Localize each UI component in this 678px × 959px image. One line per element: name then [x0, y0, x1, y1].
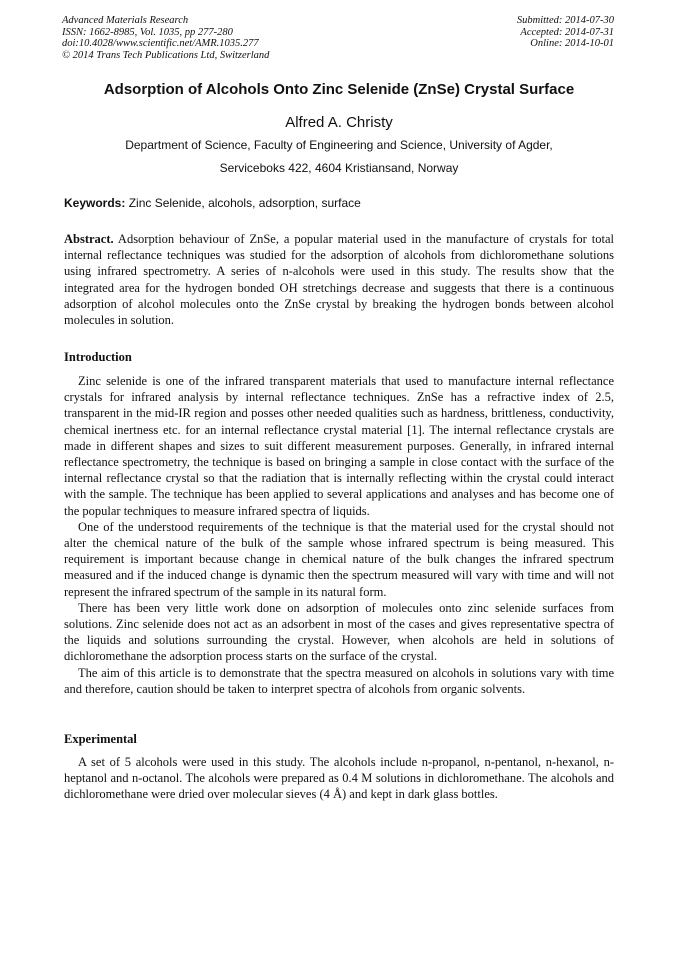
journal-copyright: © 2014 Trans Tech Publications Ltd, Switzerland	[62, 49, 270, 61]
experimental-paragraph-1: A set of 5 alcohols were used in this study. The alcohols include n-propanol, n-pentanol, n-hexanol, n-heptanol and n-octanol. The alcohols were prepared as 0.4 M solutions in dichloromethane. The alcohols and dichloromethane were dried over molecular sieves (4 Å) and kept in dark glass bottles.	[64, 755, 614, 802]
journal-info	[62, 15, 269, 61]
experimental-body	[64, 754, 614, 803]
introduction-body	[64, 373, 614, 697]
abstract-label: Abstract.	[64, 232, 114, 246]
intro-paragraph-4: The aim of this article is to demonstrate that the spectra measured on alcohols in solutions vary with time and therefore, caution should be taken to interpret spectra of alcohols from organic solvents.	[64, 665, 614, 696]
keywords-label: Keywords:	[64, 196, 126, 210]
section-heading-introduction: Introduction	[64, 350, 132, 364]
journal-name: Advanced Materials Research	[62, 15, 189, 26]
keywords-text: Zinc Selenide, alcohols, adsorption, surface	[125, 196, 361, 210]
date-submitted: Submitted: 2014-07-30	[516, 15, 614, 26]
abstract-text: Adsorption behaviour of ZnSe, a popular material used in the manufacture of crystals for total internal reflectance techniques was studied for the adsorption of alcohols from dichloromethane solutions using infrared spectrometry. A series of n-alcohols were used in this study. The results show that the integrated area for the hydrogen bonded OH stretchings decrease and suggests that there is a continuous adsorption of alcohol molecules onto the ZnSe crystal by breaking the hydrogen bonds between alcohol molecules in solution.	[64, 232, 614, 328]
abstract	[64, 231, 614, 328]
paper-title: Adsorption of Alcohols Onto Zinc Selenide (ZnSe) Crystal Surface	[103, 81, 575, 98]
journal-issn: ISSN: 1662-8985, Vol. 1035, pp 277-280	[62, 26, 233, 38]
intro-paragraph-3: There has been very little work done on adsorption of molecules onto zinc selenide surfaces from solutions. Zinc selenide does not act as an adsorbent in most of the cases and gives representative spectra of the liquids and solutions surrounding the crystal. However, when alcohols are held in solutions of dichloromethane the adsorption process starts on the surface of the crystal.	[64, 600, 614, 664]
section-heading-experimental: Experimental	[64, 732, 137, 746]
affiliation-line-1: Department of Science, Faculty of Engineering and Science, University of Agder,	[125, 138, 553, 152]
submission-dates	[517, 15, 614, 50]
intro-paragraph-2: One of the understood requirements of the technique is that the material used for the crystal should not alter the chemical nature of the bulk of the sample whose infrared spectrum is being measured. This requirement is important because change in chemical nature of the bulk changes the infrared spectrum measured and if the induced change is dynamic then the spectrum measured will vary with time and will not represent the infrared spectrum of the sample in its natural form.	[64, 519, 614, 599]
affiliation-line-2: Serviceboks 422, 4604 Kristiansand, Norway	[219, 161, 459, 175]
author-name: Alfred A. Christy	[285, 114, 393, 131]
date-accepted: Accepted: 2014-07-31	[520, 26, 614, 38]
date-online: Online: 2014-10-01	[530, 38, 614, 49]
intro-paragraph-1: Zinc selenide is one of the infrared transparent materials that used to manufacture internal reflectance crystals for infrared analysis by internal reflectance techniques. ZnSe has a refractive index of 2.5, transparent in the mid-IR region and posses other needed qualities such as hardness, brittleness, conductivity, chemical inertness etc. for an internal reflectance crystal material [1]. The internal reflectance crystals are made in different shapes and sizes to suit different measurement purposes. Generally, in infrared internal reflectance spectrometry, the technique is based on bringing a sample in close contact with the surface of the internal reflectance crystal so that the radiation that is internally reflecting within the crystal could interact with the sample. The technique has been applied to several applications and analyses and has become one of the popular techniques to measure infrared spectra of liquids.	[64, 374, 614, 518]
keywords	[64, 195, 616, 211]
journal-doi: doi:10.4028/www.scientific.net/AMR.1035.277	[62, 38, 259, 49]
